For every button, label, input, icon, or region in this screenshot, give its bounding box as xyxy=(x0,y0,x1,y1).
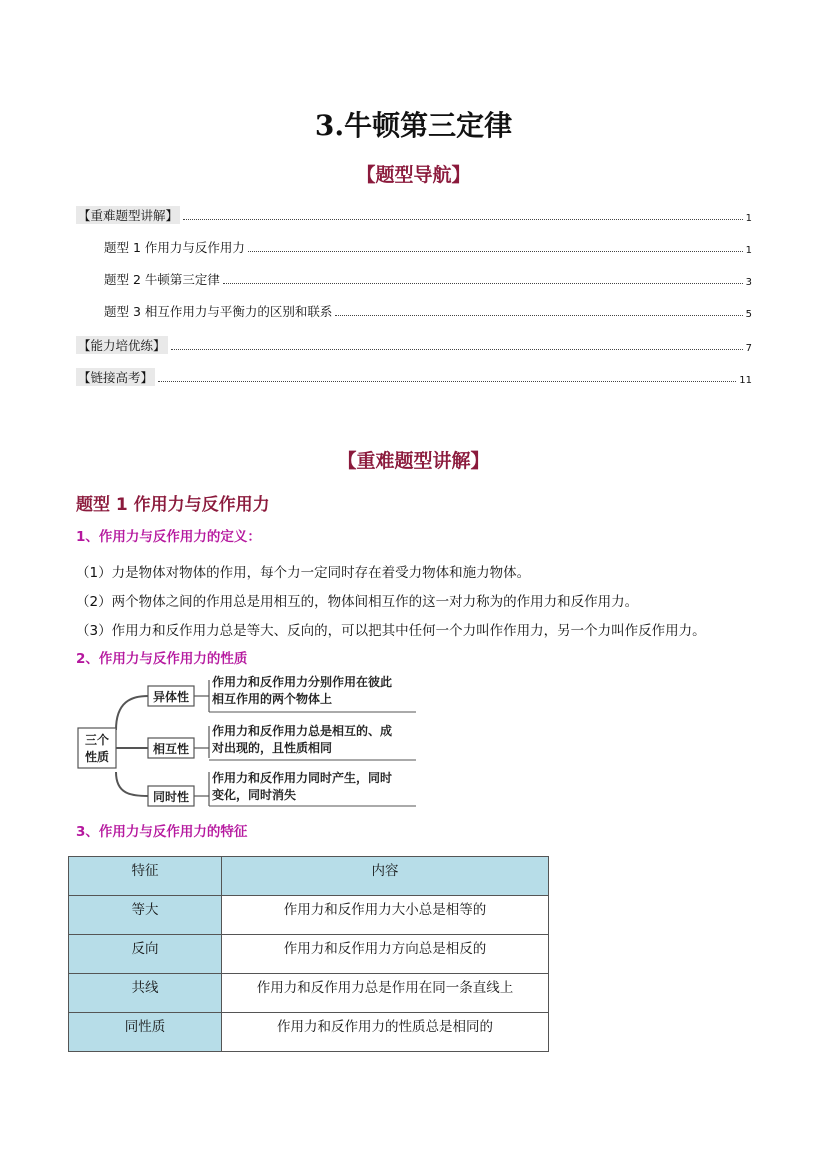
nav-heading: 【题型导航】 xyxy=(356,164,471,186)
branch-label: 同时性 xyxy=(152,790,190,804)
toc-page: 7 xyxy=(745,343,752,354)
toc-entry[interactable] xyxy=(104,236,752,256)
toc-leader xyxy=(248,251,743,252)
table-row xyxy=(69,974,549,1013)
toc-leader xyxy=(223,283,743,284)
toc-entry[interactable] xyxy=(76,366,752,386)
toc-label: 【重难题型讲解】 xyxy=(78,208,179,223)
root-node-line: 三个 xyxy=(84,733,110,747)
toc-page: 11 xyxy=(739,375,752,386)
branch-desc-line: 作用力和反作用力总是相互的、成 xyxy=(212,724,393,738)
toc-entry[interactable] xyxy=(104,300,752,320)
toc-entry[interactable] xyxy=(76,204,752,224)
table-cell-feature: 等大 xyxy=(69,896,222,935)
branch-desc-line: 作用力和反作用力同时产生，同时 xyxy=(212,771,393,785)
subheading-features: 3、作用力与反作用力的特征 xyxy=(76,824,248,840)
root-node-line: 性质 xyxy=(84,750,110,764)
toc-entry[interactable] xyxy=(76,334,752,354)
document-title: 3.牛顿第三定律 xyxy=(314,109,513,142)
branch-desc-line: 作用力和反作用力分别作用在彼此 xyxy=(212,675,393,689)
paragraph: （3）作用力和反作用力总是等大、反向的，可以把其中任何一个力叫作作用力，另一个力叫作反作用力。 xyxy=(76,623,706,639)
branch-desc-line: 对出现的，且性质相同 xyxy=(212,741,333,755)
table-cell-feature: 同性质 xyxy=(69,1013,222,1052)
table-cell-content: 作用力和反作用力大小总是相等的 xyxy=(222,896,549,935)
table-cell-content: 作用力和反作用力总是作用在同一条直线上 xyxy=(222,974,549,1013)
subheading-definition: 1、作用力与反作用力的定义： xyxy=(76,529,261,545)
mind-map-curves xyxy=(116,696,148,796)
toc-label: 【能力培优练】 xyxy=(78,338,166,353)
table-row xyxy=(69,896,549,935)
toc-leader xyxy=(183,219,743,220)
section-heading: 【重难题型讲解】 xyxy=(337,450,490,472)
table-header-cell: 特征 xyxy=(69,857,222,896)
toc-page: 1 xyxy=(745,213,752,224)
table-header-row xyxy=(69,857,549,896)
table-cell-feature: 反向 xyxy=(69,935,222,974)
paragraph: （2）两个物体之间的作用总是用相互的，物体间相互作的这一对力称为的作用力和反作用力。 xyxy=(76,594,639,610)
toc-label: 题型 2 牛顿第三定律 xyxy=(104,272,220,287)
toc-page: 3 xyxy=(745,277,752,288)
toc-leader xyxy=(335,315,742,316)
toc-page: 1 xyxy=(745,245,752,256)
paragraph: （1）力是物体对物体的作用，每个力一定同时存在着受力物体和施力物体。 xyxy=(76,565,531,581)
table-row xyxy=(69,1013,549,1052)
table-cell-feature: 共线 xyxy=(69,974,222,1013)
subheading-properties: 2、作用力与反作用力的性质 xyxy=(76,651,248,667)
features-table xyxy=(68,856,549,1052)
table-cell-content: 作用力和反作用力方向总是相反的 xyxy=(222,935,549,974)
toc-leader xyxy=(158,381,736,382)
toc-label: 题型 3 相互作用力与平衡力的区别和联系 xyxy=(104,304,333,319)
table-header-cell: 内容 xyxy=(222,857,549,896)
branch-label: 异体性 xyxy=(152,690,190,704)
toc-leader xyxy=(171,349,743,350)
table-cell-content: 作用力和反作用力的性质总是相同的 xyxy=(222,1013,549,1052)
toc-entry[interactable] xyxy=(104,268,752,288)
branch-desc-line: 变化，同时消失 xyxy=(212,788,297,802)
properties-mind-map xyxy=(76,672,421,812)
branch-desc-line: 相互作用的两个物体上 xyxy=(212,692,333,706)
branch-label: 相互性 xyxy=(152,742,190,756)
topic-heading: 题型 1 作用力与反作用力 xyxy=(76,495,270,515)
toc-label: 【链接高考】 xyxy=(78,370,154,385)
toc-label: 题型 1 作用力与反作用力 xyxy=(104,240,245,255)
toc-page: 5 xyxy=(745,309,752,320)
table-row xyxy=(69,935,549,974)
